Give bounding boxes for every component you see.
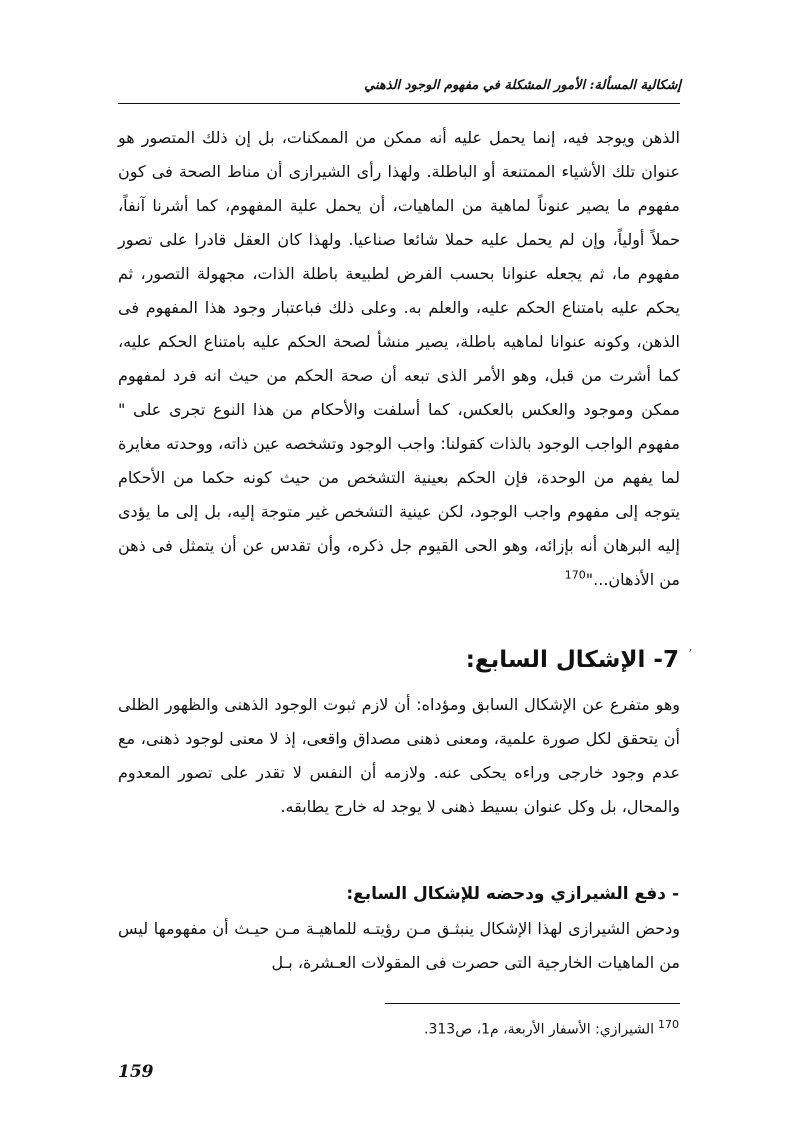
heading-mark: ʼ (688, 647, 692, 661)
body-paragraph-3 (118, 912, 680, 980)
running-header: إشكالية المسألة: الأمور المشكلة في مفهوم الوجود الذهني (364, 78, 681, 93)
footnote-number: 170 (658, 1018, 679, 1031)
footnote-text: الشيرازي: الأسفار الأربعة، م1، ص313. (424, 1021, 654, 1038)
closing-quote: " (585, 570, 594, 589)
footnote-rule (385, 1003, 680, 1004)
section-heading: 7- الإشكال السابع: (465, 647, 679, 673)
body-paragraph-2 (118, 688, 680, 824)
header-rule (118, 103, 680, 104)
footnote-reference: 170 (564, 568, 586, 582)
body-paragraph-1 (118, 121, 680, 597)
paragraph-2-text: وهو متفرع عن الإشكال السابق ومؤداه: أن لازم ثبوت الوجود الذهنى والظهور الظلى أن يتحقق لكل صورة علمية، ومعنى ذهنى مصداق واقعى، إذ لا معنى لوجود ذهنى، مع عدم وجود خارجى وراءه يحكى عنه. ولازمه أن النفس لا تقدر على تصور المعدوم والمحال، بل وكل عنوان بسيط ذهنى لا يوجد له خارج يطابقه. (118, 695, 680, 816)
footnote (259, 1012, 679, 1043)
page-number: 159 (118, 1062, 154, 1082)
paragraph-3-text: ودحض الشيرازى لهذا الإشكال ينبثـق مـن رؤيتـه للماهيـة مـن حيـث أن مفهومها ليس من الماهيات الخارجية التى حصرت فى المقولات العـشرة، بـل (118, 919, 680, 972)
paragraph-1-text: الذهن ويوجد فيه، إنما يحمل عليه أنه ممكن من الممكنات، بل إن ذلك المتصور هو عنوان تلك الأشياء الممتنعة أو الباطلة. ولهذا رأى الشيرازى أن مناط الصحة فى كون مفهوم ما يصير عنوناً لماهية من الماهيات، أن يحمل علية المفهوم، كما أشرنا آنفاً، حملاً أولياً، وإن لم يحمل عليه حملا شائعا صناعيا. ولهذا كان العقل قادرا على تصور مفهوم ما، ثم يجعله عنوانا بحسب الفرض لطبيعة باطلة الذات، مجهولة التصور، ثم يحكم عليه بامتناع الحكم عليه، والعلم به. وعلى ذلك فباعتبار وجود هذا المفهوم فى الذهن، وكونه عنوانا لماهيه باطلة، يصير منشأ لصحة الحكم عليه بامتناع الحكم عليه، كما أشرت من قبل، وهو الأمر الذى تبعه أن صحة الحكم من حيث انه فرد لمفهوم ممكن وموجود والعكس بالعكس، كما أسلفت والأحكام من هذا النوع تجرى على " مفهوم الواجب الوجود بالذات كقولنا: واجب الوجود وتشخصه عين ذاته، ووحدته مغايرة لما يفهم من الوحدة، فإن الحكم بعينية التشخص من حيث كونه حكما من الأحكام يتوجه إلى مفهوم واجب الوجود، لكن عينية التشخص غير متوجة إليه، بل إلى ما يؤدى إليه البرهان أنه بإزائه، وهو الحى القيوم جل ذكره، وأن تقدس عن أن يتمثل فى ذهن من الأذهان... (118, 128, 680, 589)
subsection-heading: - دفع الشيرازي ودحضه للإشكال السابع: (346, 884, 679, 904)
